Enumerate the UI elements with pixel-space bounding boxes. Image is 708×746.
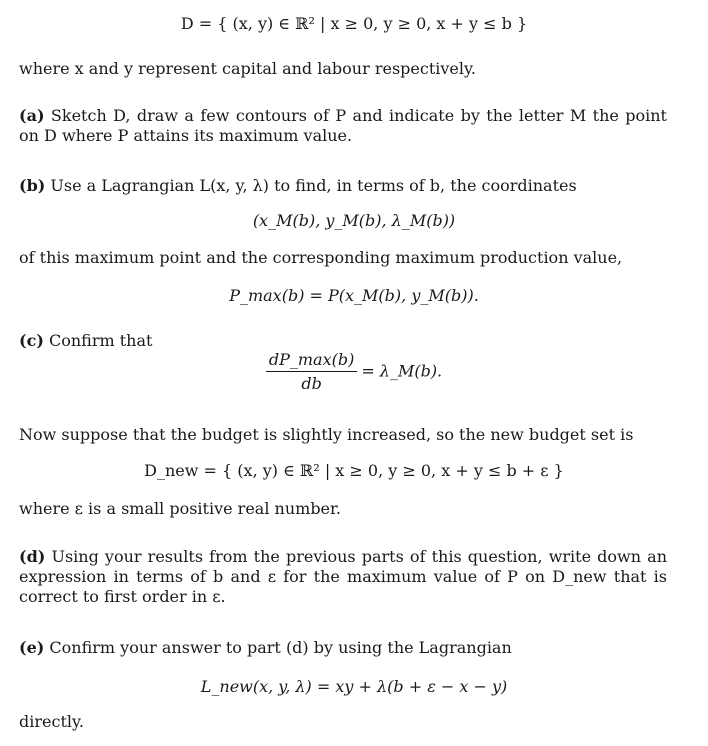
derivative-fraction bbox=[266, 350, 357, 394]
part-e-text: Confirm your answer to part (d) by using the Lagrangian bbox=[49, 638, 512, 657]
part-a-text: Sketch D, draw a few contours of P and indicate by the letter M the point on D where P attains its maximum value. bbox=[19, 106, 667, 145]
part-b-paragraph bbox=[19, 176, 679, 196]
part-c-derivative-equation bbox=[0, 350, 708, 394]
part-b-pmax-equation: P_max(b) = P(x_M(b), y_M(b)). bbox=[229, 286, 479, 305]
budget-set-equation: D = { (x, y) ∈ ℝ² | x ≥ 0, y ≥ 0, x + y ≤ b } bbox=[180, 14, 528, 33]
budget-increase-text: Now suppose that the budget is slightly increased, so the new budget set is bbox=[19, 425, 634, 444]
part-b-coords-equation: (x_M(b), y_M(b), λ_M(b)) bbox=[252, 211, 456, 230]
part-e-lagrangian-equation: L_new(x, y, λ) = xy + λ(b + ε − x − y) bbox=[200, 677, 508, 696]
part-e-text-2: directly. bbox=[19, 712, 84, 731]
derivative-rhs: = λ_M(b). bbox=[361, 361, 443, 381]
part-d-paragraph bbox=[19, 547, 667, 607]
epsilon-note: where ε is a small positive real number. bbox=[19, 499, 341, 518]
part-c-label: (c) bbox=[19, 331, 44, 350]
part-a-label: (a) bbox=[19, 106, 45, 125]
fraction-numerator: dP_max(b) bbox=[266, 350, 357, 372]
part-a-paragraph bbox=[19, 106, 667, 146]
part-d-text: Using your results from the previous parts of this question, write down an expression in terms of b and ε for the maximum value of P on D_new that is correct to first order in ε. bbox=[19, 547, 667, 606]
part-b-text: Use a Lagrangian L(x, y, λ) to find, in terms of b, the coordinates bbox=[50, 176, 577, 195]
part-b-label: (b) bbox=[19, 176, 46, 195]
part-d-label: (d) bbox=[19, 547, 46, 566]
part-c-text: Confirm that bbox=[48, 331, 153, 350]
part-e-paragraph bbox=[19, 638, 679, 658]
new-budget-set-equation: D_new = { (x, y) ∈ ℝ² | x ≥ 0, y ≥ 0, x + y ≤ b + ε } bbox=[144, 461, 564, 480]
part-b-text-2: of this maximum point and the corresponding maximum production value, bbox=[19, 248, 623, 267]
part-c-paragraph bbox=[19, 331, 679, 351]
fraction-denominator: db bbox=[301, 374, 322, 393]
part-e-label: (e) bbox=[19, 638, 45, 657]
intro-text: where x and y represent capital and labour respectively. bbox=[19, 59, 476, 78]
